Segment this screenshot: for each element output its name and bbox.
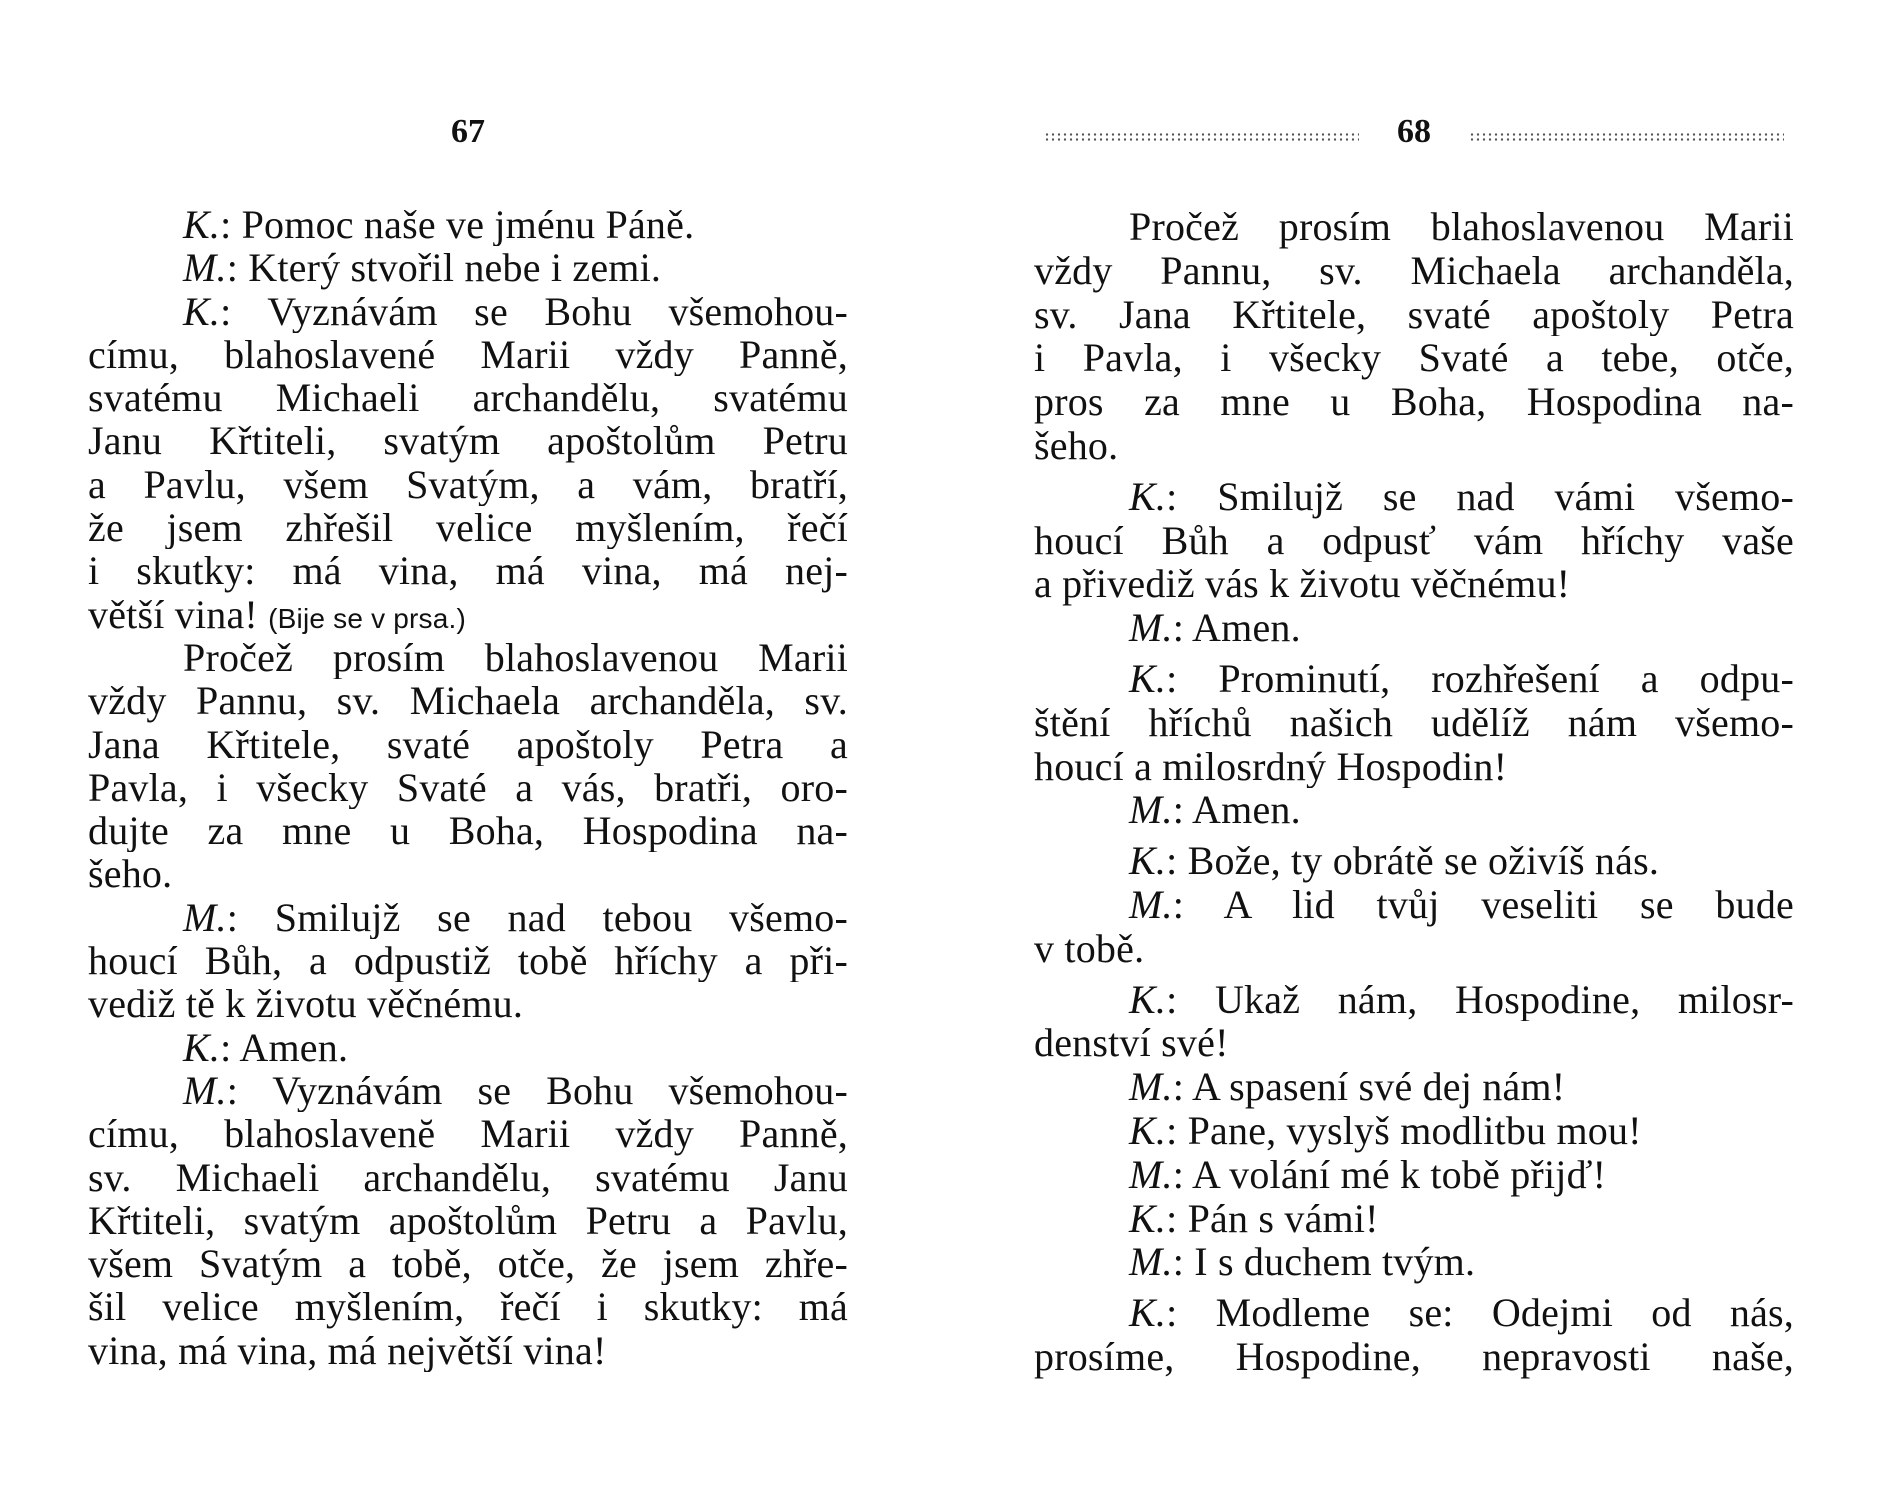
- speaker-label: M.: [1129, 788, 1173, 833]
- line-text: i Pavla, i všecky Svaté a tebe, otče,: [1034, 336, 1794, 381]
- speaker-label: M.: [1129, 882, 1173, 927]
- text-line: [88, 549, 848, 592]
- text-line: [1034, 927, 1794, 971]
- header-ornament-right: [1469, 132, 1784, 142]
- line-text: : Bože, ty obrátě se oživíš nás.: [1166, 839, 1660, 883]
- text-line: [1034, 293, 1794, 337]
- text-line: [88, 679, 848, 722]
- line-text: : Prominutí, rozhřešení a odpu-: [1166, 656, 1794, 701]
- line-text: svatému Michaeli archandělu, svatému: [88, 376, 848, 420]
- text-line: [1034, 424, 1794, 468]
- line-text: : Smilujž se nad vámi všemo-: [1166, 474, 1794, 519]
- line-text: větší vina!: [88, 592, 258, 636]
- line-text: címu, blahoslavené Marii vždy Panně,: [88, 332, 848, 377]
- speaker-label: K.: [183, 289, 221, 333]
- speaker-label: M.: [1129, 1152, 1173, 1197]
- text-line: [88, 1329, 848, 1372]
- text-line: [88, 982, 848, 1025]
- text-line: [88, 766, 848, 809]
- line-text: : Pane, vyslyš modlitbu mou!: [1166, 1108, 1642, 1153]
- line-text: : Pán s vámi!: [1166, 1196, 1379, 1241]
- line-text: šeho.: [88, 852, 173, 896]
- speaker-label: M.: [183, 895, 227, 940]
- line-text: : Smilujž se nad tebou všemo-: [226, 895, 848, 940]
- text-line: [1034, 1065, 1794, 1109]
- text-line: [88, 809, 848, 852]
- text-line: [88, 1285, 848, 1328]
- line-text: : Amen.: [1172, 788, 1301, 833]
- text-line: [1034, 380, 1794, 424]
- text-line: [1034, 606, 1794, 650]
- line-text: všem Svatým a tobě, otče, že jsem zhře-: [88, 1242, 848, 1286]
- line-text: : Amen.: [1172, 606, 1301, 650]
- text-line: [88, 593, 848, 636]
- speaker-label: K.: [1129, 1108, 1167, 1153]
- line-text: dujte za mne u Boha, Hospodina na-: [88, 809, 848, 853]
- page-number: 67: [451, 113, 485, 150]
- line-text: že jsem zhřešil velice myšlením, řečí: [88, 506, 848, 550]
- line-text: vina, má vina, má největší vina!: [88, 1328, 607, 1373]
- line-text: šeho.: [1034, 423, 1119, 468]
- line-text: pros za mne u Boha, Hospodina na-: [1034, 380, 1794, 424]
- line-text: houcí Bůh, a odpustiž tobě hříchy a při-: [88, 939, 848, 983]
- text-line: [88, 463, 848, 506]
- line-text: a Pavlu, všem Svatým, a vám, bratří,: [88, 462, 848, 507]
- line-text: vediž tě k životu věčnému.: [88, 982, 524, 1026]
- left-page: [88, 0, 848, 1500]
- line-text: Křtiteli, svatým apoštolům Petru a Pavlu,: [88, 1198, 848, 1243]
- text-line: [88, 636, 848, 679]
- text-line: [1034, 978, 1794, 1022]
- line-text: houcí a milosrdný Hospodin!: [1034, 744, 1508, 789]
- line-text: Pavla, i všecky Svaté a vás, bratři, oro-: [88, 765, 848, 810]
- text-line: [88, 203, 848, 246]
- line-text: vždy Pannu, sv. Michaela archanděla,: [1034, 248, 1794, 293]
- text-line: [1034, 1291, 1794, 1335]
- text-line: [88, 506, 848, 549]
- text-line: [88, 1112, 848, 1155]
- line-text: sv. Michaeli archandělu, svatému Janu: [88, 1155, 848, 1199]
- line-text: Jana Křtitele, svaté apoštoly Petra a: [88, 722, 848, 766]
- line-text: v tobě.: [1034, 926, 1145, 971]
- text-line: [1034, 1197, 1794, 1241]
- text-line: [1034, 883, 1794, 927]
- line-text: Pročež prosím blahoslavenou Marii: [183, 635, 848, 680]
- text-line: [88, 1026, 848, 1069]
- speaker-label: K.: [183, 203, 221, 247]
- text-line: [88, 1156, 848, 1199]
- text-line: [1034, 1021, 1794, 1065]
- line-text: štění hříchů našich udělíž nám všemo-: [1034, 700, 1794, 745]
- line-text: prosíme, Hospodine, nepravosti naše,: [1034, 1334, 1794, 1379]
- text-line: [88, 419, 848, 462]
- line-text: : Vyznávám se Bohu všemohou-: [226, 1068, 848, 1113]
- text-line: [88, 1069, 848, 1112]
- line-text: i skutky: má vina, má vina, má nej-: [88, 549, 848, 593]
- text-line: [88, 1242, 848, 1285]
- speaker-label: M.: [1129, 1065, 1173, 1109]
- line-text: Janu Křtiteli, svatým apoštolům Petru: [88, 419, 848, 463]
- text-line: [88, 376, 848, 419]
- text-line: [1034, 788, 1794, 832]
- right-page: [1034, 0, 1794, 1500]
- line-text: : A volání mé k tobě přijď!: [1172, 1152, 1607, 1197]
- line-text: : Vyznávám se Bohu všemohou-: [220, 289, 848, 333]
- text-line: [88, 852, 848, 895]
- right-page-text: [1034, 205, 1794, 1379]
- text-line: [1034, 1109, 1794, 1153]
- text-line: [1034, 839, 1794, 883]
- speaker-label: M.: [1129, 1240, 1173, 1285]
- text-line: [1034, 745, 1794, 789]
- speaker-label: K.: [1129, 474, 1167, 519]
- text-line: [88, 723, 848, 766]
- line-text: : I s duchem tvým.: [1172, 1240, 1476, 1285]
- text-line: [1034, 657, 1794, 701]
- speaker-label: M.: [1129, 606, 1173, 650]
- speaker-label: K.: [1129, 1196, 1167, 1241]
- line-text: : Který stvořil nebe i zemi.: [226, 246, 662, 290]
- speaker-label: M.: [183, 246, 227, 290]
- line-text: : Pomoc naše ve jménu Páně.: [220, 203, 695, 247]
- line-text: : Modleme se: Odejmi od nás,: [1166, 1291, 1794, 1335]
- text-line: [1034, 701, 1794, 745]
- speaker-label: K.: [1129, 1291, 1167, 1335]
- speaker-label: M.: [183, 1068, 227, 1113]
- line-text: címu, blahoslavenĕ Marii vždy Panně,: [88, 1112, 848, 1156]
- line-text: a přivediž vás k životu věčnému!: [1034, 562, 1571, 607]
- text-line: [88, 333, 848, 376]
- line-text: šil velice myšlením, řečí i skutky: má: [88, 1285, 848, 1329]
- text-line: [88, 290, 848, 333]
- line-text: denství své!: [1034, 1021, 1229, 1066]
- text-line: [1034, 519, 1794, 563]
- text-line: [1034, 1335, 1794, 1379]
- text-line: [88, 1199, 848, 1242]
- speaker-label: K.: [183, 1025, 221, 1069]
- text-line: [88, 896, 848, 939]
- line-text: : A spasení své dej nám!: [1172, 1065, 1566, 1109]
- text-line: [1034, 475, 1794, 519]
- line-text: : A lid tvůj veseliti se bude: [1172, 882, 1794, 927]
- line-text: : Ukaž nám, Hospodine, milosr-: [1166, 977, 1794, 1022]
- line-text: sv. Jana Křtitele, svaté apoštoly Petra: [1034, 292, 1794, 337]
- text-line: [88, 246, 848, 289]
- speaker-label: K.: [1129, 977, 1167, 1022]
- text-line: [1034, 1240, 1794, 1284]
- text-line: [1034, 205, 1794, 249]
- text-line: [1034, 562, 1794, 606]
- text-line: [1034, 336, 1794, 380]
- text-line: [88, 939, 848, 982]
- line-text: houcí Bůh a odpusť vám hříchy vaše: [1034, 518, 1794, 563]
- left-page-text: [88, 203, 848, 1372]
- line-text: Pročež prosím blahoslavenou Marii: [1129, 205, 1794, 249]
- text-line: [1034, 1153, 1794, 1197]
- speaker-label: K.: [1129, 839, 1167, 883]
- text-line: [1034, 249, 1794, 293]
- page-number: 68: [1397, 113, 1431, 150]
- rubric-instruction: (Bije se v prsa.): [268, 602, 467, 634]
- line-text: : Amen.: [220, 1025, 349, 1069]
- line-text: vždy Pannu, sv. Michaela archanděla, sv.: [88, 679, 848, 723]
- speaker-label: K.: [1129, 656, 1167, 701]
